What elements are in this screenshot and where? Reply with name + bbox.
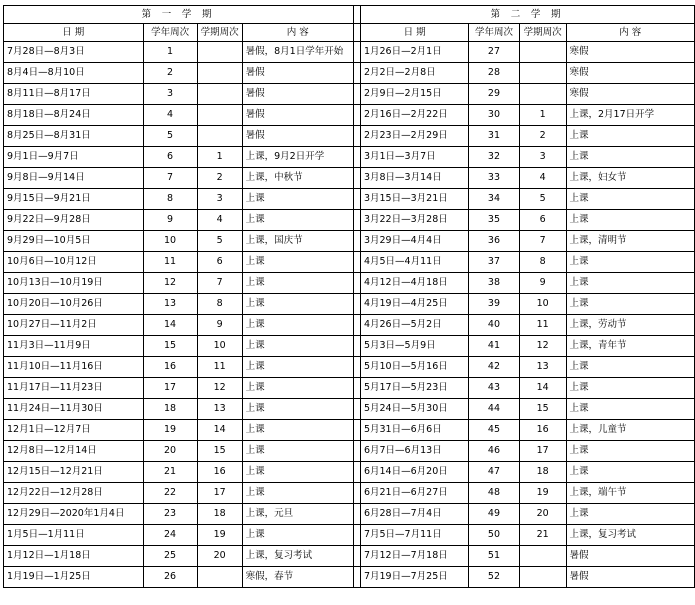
second-term-date-cell: 6月28日—7月4日: [360, 504, 468, 525]
second-term-date-cell: 2月23日—2月29日: [360, 126, 468, 147]
second-term-date-cell: 6月7日—6月13日: [360, 441, 468, 462]
column-divider: [353, 24, 360, 42]
second-term-term-week-cell: 10: [519, 294, 566, 315]
table-row: [4, 546, 695, 567]
first-term-date-cell: 9月8日—9月14日: [4, 168, 144, 189]
first-term-year-week-cell: 16: [143, 357, 197, 378]
table-row: [4, 462, 695, 483]
first-term-term-week-cell: 15: [197, 441, 242, 462]
first-term-date-cell: 12月15日—12月21日: [4, 462, 144, 483]
column-divider: [353, 504, 360, 525]
second-term-term-week-cell: 4: [519, 168, 566, 189]
first-term-content-cell: 上课: [242, 420, 353, 441]
second-term-date-cell: 2月16日—2月22日: [360, 105, 468, 126]
table-row: [4, 210, 695, 231]
first-term-term-week-cell: 4: [197, 210, 242, 231]
column-divider: [353, 126, 360, 147]
second-term-term-week-cell: 7: [519, 231, 566, 252]
first-term-content-cell: 上课，9月2日开学: [242, 147, 353, 168]
second-term-term-week-cell: 21: [519, 525, 566, 546]
second-term-year-week-cell: 29: [469, 84, 519, 105]
second-term-date-cell: 5月3日—5月9日: [360, 336, 468, 357]
second-term-date-cell: 3月15日—3月21日: [360, 189, 468, 210]
first-term-date-cell: 1月5日—1月11日: [4, 525, 144, 546]
second-term-term-week-cell: 16: [519, 420, 566, 441]
second-term-term-week-cell: 11: [519, 315, 566, 336]
second-term-date-cell: 6月21日—6月27日: [360, 483, 468, 504]
second-term-date-cell: 3月1日—3月7日: [360, 147, 468, 168]
first-term-content-cell: 暑假: [242, 105, 353, 126]
first-term-content-cell: 上课: [242, 252, 353, 273]
first-term-term-week-cell: 6: [197, 252, 242, 273]
first-term-date-cell: 8月11日—8月17日: [4, 84, 144, 105]
first-term-year-week-cell: 25: [143, 546, 197, 567]
first-term-year-week-cell: 24: [143, 525, 197, 546]
second-term-year-week-cell: 36: [469, 231, 519, 252]
second-term-content-cell: 上课: [566, 462, 694, 483]
first-term-year-week-cell: 17: [143, 378, 197, 399]
header-content: 内 容: [242, 24, 353, 42]
second-term-term-week-cell: 3: [519, 147, 566, 168]
first-term-date-cell: 9月29日—10月5日: [4, 231, 144, 252]
column-divider: [353, 210, 360, 231]
first-term-date-cell: 10月13日—10月19日: [4, 273, 144, 294]
column-divider: [353, 252, 360, 273]
second-term-content-cell: 寒假: [566, 63, 694, 84]
first-term-date-cell: 12月1日—12月7日: [4, 420, 144, 441]
first-term-date-cell: 10月20日—10月26日: [4, 294, 144, 315]
first-term-content-cell: 上课: [242, 357, 353, 378]
table-row: [4, 567, 695, 588]
first-term-date-cell: 10月27日—11月2日: [4, 315, 144, 336]
first-term-date-cell: 10月6日—10月12日: [4, 252, 144, 273]
second-term-content-cell: 上课: [566, 147, 694, 168]
first-term-content-cell: 上课: [242, 189, 353, 210]
second-term-date-cell: 5月10日—5月16日: [360, 357, 468, 378]
second-term-date-cell: 4月26日—5月2日: [360, 315, 468, 336]
table-row: [4, 84, 695, 105]
table-row: [4, 294, 695, 315]
second-term-term-week-cell: 20: [519, 504, 566, 525]
second-term-term-week-cell: [519, 567, 566, 588]
table-row: [4, 168, 695, 189]
first-term-year-week-cell: 4: [143, 105, 197, 126]
first-term-term-week-cell: 12: [197, 378, 242, 399]
second-term-term-week-cell: [519, 546, 566, 567]
second-term-content-cell: 暑假: [566, 567, 694, 588]
second-term-content-cell: 上课: [566, 294, 694, 315]
first-term-date-cell: 12月22日—12月28日: [4, 483, 144, 504]
second-term-year-week-cell: 34: [469, 189, 519, 210]
second-term-term-week-cell: 9: [519, 273, 566, 294]
header-year-week: 学年周次: [143, 24, 197, 42]
header-year-week: 学年周次: [469, 24, 519, 42]
first-term-year-week-cell: 7: [143, 168, 197, 189]
second-term-content-cell: 上课: [566, 126, 694, 147]
second-term-content-cell: 上课: [566, 273, 694, 294]
first-term-term-week-cell: [197, 105, 242, 126]
column-divider: [353, 147, 360, 168]
first-term-year-week-cell: 14: [143, 315, 197, 336]
first-term-content-cell: 上课: [242, 441, 353, 462]
first-term-year-week-cell: 26: [143, 567, 197, 588]
second-term-year-week-cell: 30: [469, 105, 519, 126]
second-term-year-week-cell: 31: [469, 126, 519, 147]
first-term-date-cell: 9月15日—9月21日: [4, 189, 144, 210]
first-term-year-week-cell: 1: [143, 42, 197, 63]
second-term-date-cell: 5月24日—5月30日: [360, 399, 468, 420]
first-term-term-week-cell: 9: [197, 315, 242, 336]
second-term-content-cell: 上课: [566, 399, 694, 420]
second-term-date-cell: 3月29日—4月4日: [360, 231, 468, 252]
first-term-content-cell: 上课，复习考试: [242, 546, 353, 567]
first-term-term-week-cell: 5: [197, 231, 242, 252]
column-divider: [353, 483, 360, 504]
column-divider: [353, 105, 360, 126]
second-term-term-week-cell: 17: [519, 441, 566, 462]
column-divider: [353, 357, 360, 378]
second-term-date-cell: 7月5日—7月11日: [360, 525, 468, 546]
column-divider: [353, 546, 360, 567]
table-row: [4, 105, 695, 126]
first-term-date-cell: 11月10日—11月16日: [4, 357, 144, 378]
first-term-content-cell: 暑假，8月1日学年开始: [242, 42, 353, 63]
table-row: [4, 336, 695, 357]
first-semester-title: 第 一 学 期: [4, 6, 354, 24]
second-term-term-week-cell: 19: [519, 483, 566, 504]
second-term-date-cell: 4月12日—4月18日: [360, 273, 468, 294]
second-term-year-week-cell: 39: [469, 294, 519, 315]
second-term-year-week-cell: 46: [469, 441, 519, 462]
column-divider: [353, 63, 360, 84]
first-term-content-cell: 暑假: [242, 126, 353, 147]
second-term-content-cell: 上课，青年节: [566, 336, 694, 357]
first-term-term-week-cell: [197, 63, 242, 84]
first-term-term-week-cell: 11: [197, 357, 242, 378]
first-term-term-week-cell: 19: [197, 525, 242, 546]
first-term-content-cell: 上课，国庆节: [242, 231, 353, 252]
table-row: [4, 189, 695, 210]
column-divider: [353, 567, 360, 588]
second-semester-title: 第 二 学 期: [360, 6, 694, 24]
first-term-year-week-cell: 6: [143, 147, 197, 168]
column-divider: [353, 462, 360, 483]
column-divider: [353, 168, 360, 189]
table-row: [4, 315, 695, 336]
table-row: [4, 126, 695, 147]
second-term-year-week-cell: 37: [469, 252, 519, 273]
second-term-content-cell: 上课: [566, 504, 694, 525]
second-term-year-week-cell: 32: [469, 147, 519, 168]
first-term-term-week-cell: 1: [197, 147, 242, 168]
first-term-year-week-cell: 15: [143, 336, 197, 357]
header-date: 日 期: [4, 24, 144, 42]
second-term-content-cell: 上课，2月17日开学: [566, 105, 694, 126]
table-row: [4, 525, 695, 546]
first-term-date-cell: 9月1日—9月7日: [4, 147, 144, 168]
second-term-content-cell: 上课: [566, 189, 694, 210]
second-term-year-week-cell: 43: [469, 378, 519, 399]
first-term-term-week-cell: 18: [197, 504, 242, 525]
second-term-date-cell: 1月26日—2月1日: [360, 42, 468, 63]
table-row: [4, 504, 695, 525]
column-divider: [353, 315, 360, 336]
first-term-content-cell: 寒假，春节: [242, 567, 353, 588]
first-term-term-week-cell: 17: [197, 483, 242, 504]
first-term-term-week-cell: 14: [197, 420, 242, 441]
first-term-content-cell: 上课: [242, 462, 353, 483]
second-term-date-cell: 7月19日—7月25日: [360, 567, 468, 588]
second-term-date-cell: 4月5日—4月11日: [360, 252, 468, 273]
first-term-content-cell: 上课: [242, 294, 353, 315]
first-term-year-week-cell: 10: [143, 231, 197, 252]
column-divider: [353, 84, 360, 105]
column-divider: [353, 42, 360, 63]
second-term-date-cell: 3月22日—3月28日: [360, 210, 468, 231]
first-term-date-cell: 8月25日—8月31日: [4, 126, 144, 147]
first-term-year-week-cell: 20: [143, 441, 197, 462]
second-term-term-week-cell: 15: [519, 399, 566, 420]
first-term-content-cell: 上课: [242, 399, 353, 420]
second-term-content-cell: 上课: [566, 378, 694, 399]
first-term-content-cell: 上课: [242, 483, 353, 504]
table-row: [4, 63, 695, 84]
column-divider: [353, 231, 360, 252]
second-term-date-cell: 6月14日—6月20日: [360, 462, 468, 483]
column-divider: [353, 441, 360, 462]
first-term-term-week-cell: 7: [197, 273, 242, 294]
second-term-term-week-cell: 18: [519, 462, 566, 483]
second-term-term-week-cell: 2: [519, 126, 566, 147]
first-term-year-week-cell: 11: [143, 252, 197, 273]
second-term-content-cell: 上课，复习考试: [566, 525, 694, 546]
second-term-term-week-cell: [519, 42, 566, 63]
first-term-term-week-cell: 3: [197, 189, 242, 210]
first-term-year-week-cell: 9: [143, 210, 197, 231]
second-term-content-cell: 上课，清明节: [566, 231, 694, 252]
header-date: 日 期: [360, 24, 468, 42]
second-term-year-week-cell: 41: [469, 336, 519, 357]
second-term-year-week-cell: 49: [469, 504, 519, 525]
first-term-term-week-cell: 2: [197, 168, 242, 189]
table-row: [4, 273, 695, 294]
first-term-date-cell: 11月17日—11月23日: [4, 378, 144, 399]
first-term-term-week-cell: [197, 126, 242, 147]
second-term-date-cell: 3月8日—3月14日: [360, 168, 468, 189]
column-divider: [353, 420, 360, 441]
table-row: [4, 420, 695, 441]
first-term-year-week-cell: 18: [143, 399, 197, 420]
second-term-year-week-cell: 51: [469, 546, 519, 567]
first-term-term-week-cell: [197, 84, 242, 105]
first-term-year-week-cell: 23: [143, 504, 197, 525]
table-row: [4, 42, 695, 63]
second-term-content-cell: 上课: [566, 210, 694, 231]
first-term-year-week-cell: 19: [143, 420, 197, 441]
first-term-content-cell: 上课: [242, 273, 353, 294]
table-row: [4, 399, 695, 420]
second-term-content-cell: 上课: [566, 441, 694, 462]
second-term-date-cell: 7月12日—7月18日: [360, 546, 468, 567]
first-term-date-cell: 8月4日—8月10日: [4, 63, 144, 84]
first-term-year-week-cell: 22: [143, 483, 197, 504]
column-divider: [353, 336, 360, 357]
table-row: [4, 231, 695, 252]
first-term-date-cell: 11月24日—11月30日: [4, 399, 144, 420]
second-term-year-week-cell: 47: [469, 462, 519, 483]
second-term-content-cell: 寒假: [566, 84, 694, 105]
first-term-term-week-cell: 20: [197, 546, 242, 567]
first-term-term-week-cell: 13: [197, 399, 242, 420]
second-term-date-cell: 5月31日—6月6日: [360, 420, 468, 441]
first-term-date-cell: 1月19日—1月25日: [4, 567, 144, 588]
first-term-year-week-cell: 13: [143, 294, 197, 315]
header-content: 内 容: [566, 24, 694, 42]
first-term-date-cell: 11月3日—11月9日: [4, 336, 144, 357]
first-term-year-week-cell: 3: [143, 84, 197, 105]
first-term-term-week-cell: 16: [197, 462, 242, 483]
second-term-year-week-cell: 42: [469, 357, 519, 378]
first-term-date-cell: 12月8日—12月14日: [4, 441, 144, 462]
column-divider: [353, 399, 360, 420]
first-term-year-week-cell: 21: [143, 462, 197, 483]
column-divider: [353, 378, 360, 399]
second-term-year-week-cell: 52: [469, 567, 519, 588]
first-term-year-week-cell: 2: [143, 63, 197, 84]
column-divider: [353, 6, 360, 24]
second-term-content-cell: 上课，端午节: [566, 483, 694, 504]
first-term-term-week-cell: [197, 42, 242, 63]
first-term-content-cell: 上课: [242, 315, 353, 336]
first-term-term-week-cell: 8: [197, 294, 242, 315]
second-term-content-cell: 上课: [566, 357, 694, 378]
second-term-content-cell: 上课，儿童节: [566, 420, 694, 441]
second-term-content-cell: 暑假: [566, 546, 694, 567]
second-term-term-week-cell: 8: [519, 252, 566, 273]
table-row: [4, 483, 695, 504]
second-term-year-week-cell: 48: [469, 483, 519, 504]
first-term-year-week-cell: 12: [143, 273, 197, 294]
first-term-content-cell: 上课: [242, 210, 353, 231]
second-term-year-week-cell: 50: [469, 525, 519, 546]
column-divider: [353, 273, 360, 294]
second-term-date-cell: 5月17日—5月23日: [360, 378, 468, 399]
first-term-date-cell: 8月18日—8月24日: [4, 105, 144, 126]
first-term-date-cell: 12月29日—2020年1月4日: [4, 504, 144, 525]
second-term-term-week-cell: 13: [519, 357, 566, 378]
second-term-term-week-cell: 5: [519, 189, 566, 210]
second-term-date-cell: 2月9日—2月15日: [360, 84, 468, 105]
first-term-content-cell: 上课: [242, 525, 353, 546]
second-term-content-cell: 寒假: [566, 42, 694, 63]
table-row: [4, 357, 695, 378]
second-term-year-week-cell: 45: [469, 420, 519, 441]
second-term-content-cell: 上课: [566, 252, 694, 273]
second-term-term-week-cell: 14: [519, 378, 566, 399]
first-term-year-week-cell: 5: [143, 126, 197, 147]
first-term-date-cell: 7月28日—8月3日: [4, 42, 144, 63]
second-term-content-cell: 上课，妇女节: [566, 168, 694, 189]
second-term-term-week-cell: 1: [519, 105, 566, 126]
first-term-content-cell: 上课，元旦: [242, 504, 353, 525]
table-row: [4, 378, 695, 399]
column-divider: [353, 189, 360, 210]
second-term-term-week-cell: [519, 63, 566, 84]
second-term-content-cell: 上课，劳动节: [566, 315, 694, 336]
column-divider: [353, 525, 360, 546]
table-row: [4, 252, 695, 273]
second-term-year-week-cell: 40: [469, 315, 519, 336]
first-term-content-cell: 上课: [242, 336, 353, 357]
second-term-year-week-cell: 27: [469, 42, 519, 63]
second-term-term-week-cell: 12: [519, 336, 566, 357]
second-term-term-week-cell: 6: [519, 210, 566, 231]
first-term-date-cell: 1月12日—1月18日: [4, 546, 144, 567]
table-row: [4, 441, 695, 462]
second-term-year-week-cell: 44: [469, 399, 519, 420]
header-term-week: 学期周次: [197, 24, 242, 42]
table-row: [4, 147, 695, 168]
first-term-term-week-cell: 10: [197, 336, 242, 357]
second-term-year-week-cell: 28: [469, 63, 519, 84]
second-term-date-cell: 4月19日—4月25日: [360, 294, 468, 315]
first-term-year-week-cell: 8: [143, 189, 197, 210]
second-term-year-week-cell: 35: [469, 210, 519, 231]
first-term-content-cell: 暑假: [242, 63, 353, 84]
second-term-term-week-cell: [519, 84, 566, 105]
first-term-term-week-cell: [197, 567, 242, 588]
second-term-year-week-cell: 33: [469, 168, 519, 189]
school-calendar-table: [3, 5, 695, 588]
column-divider: [353, 294, 360, 315]
second-term-date-cell: 2月2日—2月8日: [360, 63, 468, 84]
first-term-content-cell: 暑假: [242, 84, 353, 105]
second-term-year-week-cell: 38: [469, 273, 519, 294]
first-term-content-cell: 上课，中秋节: [242, 168, 353, 189]
first-term-date-cell: 9月22日—9月28日: [4, 210, 144, 231]
header-term-week: 学期周次: [519, 24, 566, 42]
first-term-content-cell: 上课: [242, 378, 353, 399]
